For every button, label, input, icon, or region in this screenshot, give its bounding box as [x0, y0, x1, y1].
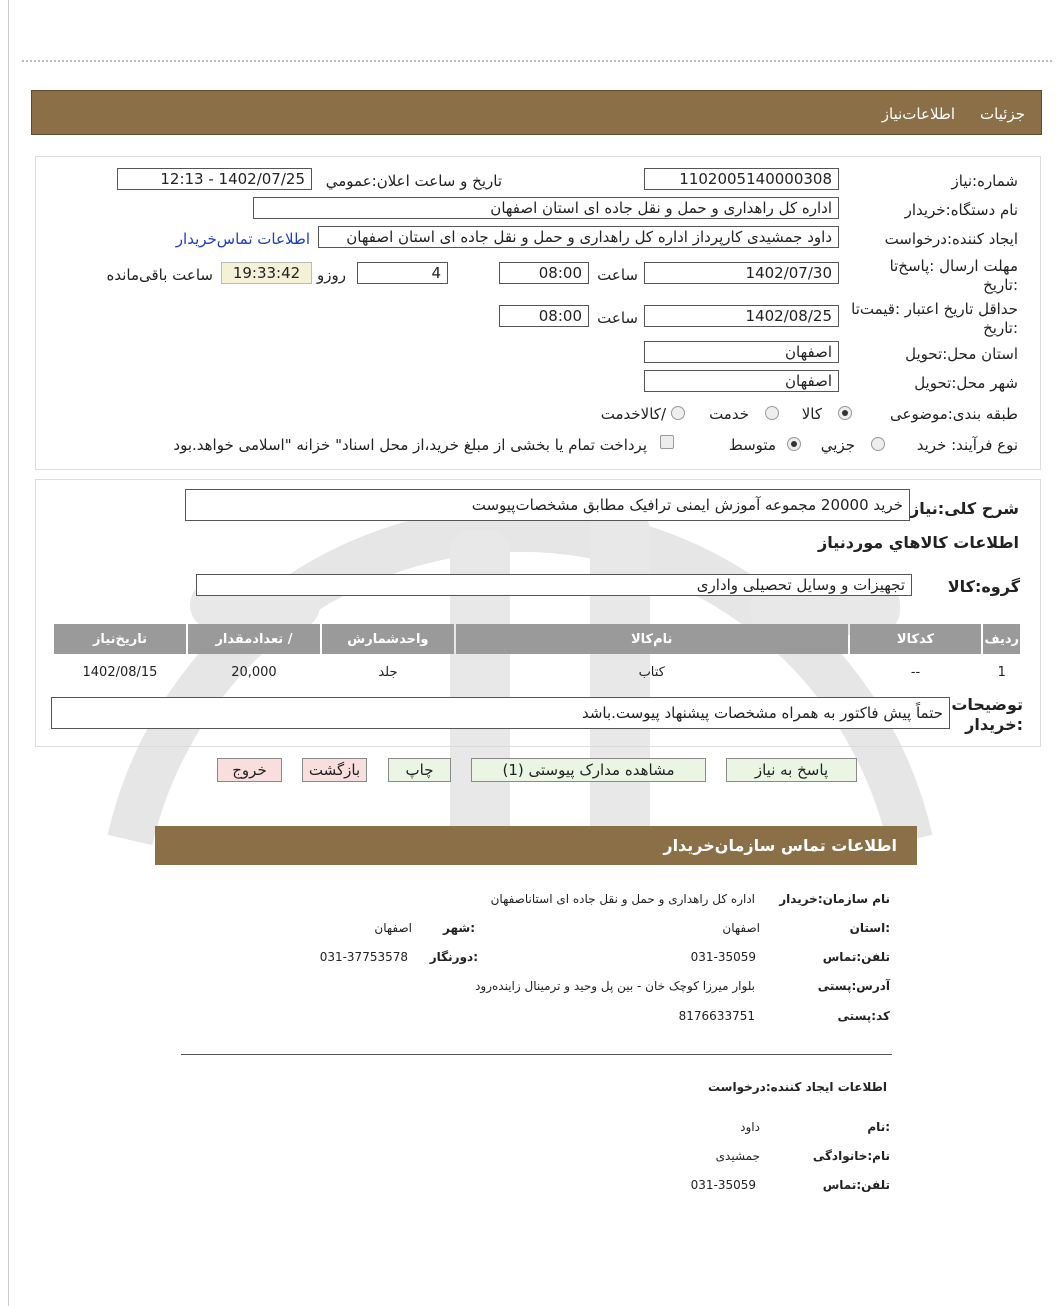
creator-phone-label: تلفن:تماس	[822, 1178, 890, 1192]
cell-date: 1402/08/15	[82, 664, 158, 680]
back-button[interactable]: بازگشت	[302, 758, 367, 782]
process-medium-radio[interactable]	[787, 437, 801, 451]
contact-city: اصفهان	[374, 921, 412, 935]
validity-time-label: ساعت	[597, 309, 638, 327]
contact-address: بلوار میرزا کوچک خان - بین پل وحید و ترمینال زاینده‌رود	[475, 979, 755, 993]
contact-title: اطلاعات تماس سازمان‌خریدار	[663, 836, 897, 855]
deadline-date-field: 1402/07/30	[644, 262, 839, 284]
contact-header-bar	[155, 826, 917, 865]
table-row	[54, 656, 1020, 688]
creator-field: داود جمشیدی کارپرداز اداره کل راهداری و حمل و نقل جاده ای استان اصفهان	[318, 226, 839, 248]
col-name: نام‌کالا	[456, 624, 848, 654]
cell-unit: جلد	[378, 664, 398, 680]
summary-field: خرید 20000 مجموعه آموزش ایمنی ترافیک مطابق مشخصات‌پیوست	[185, 489, 910, 521]
contact-province: اصفهان	[722, 921, 760, 935]
deadline-time-field: 08:00	[499, 262, 589, 284]
contact-phone-label: تلفن:تماس	[822, 950, 890, 964]
print-button[interactable]: چاپ	[388, 758, 451, 782]
city-field: اصفهان	[644, 370, 839, 392]
process-minor-radio[interactable]	[871, 437, 885, 451]
province-field: اصفهان	[644, 341, 839, 363]
need-number-label: شماره:نیاز	[951, 172, 1018, 190]
contact-postal: 8176633751	[678, 1009, 755, 1023]
creator-name-label: :نام	[867, 1120, 890, 1134]
category-goods-radio[interactable]	[838, 406, 852, 420]
treasury-payment-label: پرداخت تمام یا بخشی از مبلغ خرید،از محل اسناد" خزانه "اسلامی خواهد.بود	[173, 436, 647, 454]
creator-info-title: اطلاعات ایجاد کننده:درخواست	[707, 1080, 887, 1094]
day-and-label: روزو	[317, 266, 346, 284]
col-row: ردیف	[983, 624, 1020, 654]
category-service-radio[interactable]	[765, 406, 779, 420]
cell-name: کتاب	[638, 664, 665, 680]
cell-row: 1	[997, 664, 1006, 680]
creator-phone: 031-35059	[690, 1178, 756, 1192]
contact-postal-label: کد:پستی	[837, 1009, 890, 1023]
reply-button[interactable]: پاسخ به نیاز	[726, 758, 857, 782]
contact-fax-label: :دورنگار	[429, 950, 478, 964]
city-label: شهر محل:تحویل	[914, 374, 1018, 392]
col-qty: / تعدادمقدار	[188, 624, 320, 654]
buyer-notes-label-2: :خریدار	[965, 715, 1023, 734]
category-both-radio[interactable]	[671, 406, 685, 420]
category-label: طبقه بندی:موضوعی	[890, 405, 1018, 423]
contact-province-label: :استان	[849, 921, 890, 935]
tab-details[interactable]: جزئیات	[980, 105, 1025, 123]
creator-name: داود	[740, 1120, 760, 1134]
deadline-label: مهلت ارسال :پاسخ‌تا	[889, 257, 1018, 275]
contact-city-label: :شهر	[443, 921, 475, 935]
contact-buyer-link[interactable]: اطلاعات تماس‌خریدار	[175, 230, 310, 248]
process-label: نوع فرآیند: خرید	[916, 436, 1018, 454]
announce-label: تاریخ و ساعت اعلان:عمومي	[325, 172, 502, 190]
header-bar	[31, 90, 1042, 135]
page-border	[8, 0, 9, 1306]
creator-family: جمشیدی	[715, 1149, 760, 1163]
contact-phone: 031-35059	[690, 950, 756, 964]
col-unit: واحدشمارش	[322, 624, 454, 654]
creator-family-label: نام:خانوادگی	[812, 1149, 890, 1163]
category-service-label: خدمت	[709, 405, 749, 423]
treasury-payment-checkbox[interactable]	[660, 435, 674, 449]
validity-time-field: 08:00	[499, 305, 589, 327]
contact-fax: 031-37753578	[319, 950, 408, 964]
exit-button[interactable]: خروج	[217, 758, 282, 782]
goods-info-title: اطلاعات کالاهاي موردنیاز	[818, 533, 1019, 552]
col-code: کدکالا	[850, 624, 982, 654]
remaining-time-field: 19:33:42	[221, 262, 312, 284]
top-divider	[22, 60, 1052, 62]
province-label: استان محل:تحویل	[905, 345, 1018, 363]
cell-code: --	[910, 664, 921, 680]
goods-group-label: گروه:کالا	[947, 577, 1020, 596]
need-number-field: 1102005140000308	[644, 168, 839, 190]
deadline-label-2: :تاریخ	[983, 276, 1018, 294]
goods-group-field: تجهیزات و وسایل تحصیلی واداری	[196, 574, 912, 596]
contact-address-label: آدرس:پستی	[817, 979, 890, 993]
contact-org: اداره کل راهداری و حمل و نقل جاده ای استاناصفهان	[490, 892, 755, 906]
table-header-row	[54, 624, 1020, 654]
validity-label: حداقل تاریخ اعتبار :قیمت‌تا	[851, 300, 1018, 318]
deadline-time-label: ساعت	[597, 266, 638, 284]
announce-field: 12:13 - 1402/07/25	[117, 168, 312, 190]
col-date: تاریخ‌نیاز	[54, 624, 186, 654]
category-goods-label: کالا	[801, 405, 822, 423]
contact-org-label: نام سازمان:خریدار	[779, 892, 890, 906]
days-left-field: 4	[357, 262, 448, 284]
remaining-label: ساعت باقی‌مانده	[106, 266, 213, 284]
process-medium-label: متوسط	[728, 436, 776, 454]
validity-label-2: :تاریخ	[983, 319, 1018, 337]
attachments-button[interactable]: مشاهده مدارک پیوستی (1)	[471, 758, 706, 782]
creator-label: ایجاد کننده:درخواست	[884, 230, 1018, 248]
validity-date-field: 1402/08/25	[644, 305, 839, 327]
summary-label: شرح کلی:نیاز	[910, 499, 1019, 518]
process-minor-label: جزيي	[820, 436, 855, 454]
category-both-label: /کالاخدمت	[600, 405, 666, 423]
buyer-notes-field: حتماً پیش فاکتور به همراه مشخصات پیشنهاد پیوست.باشد	[51, 697, 950, 729]
buyer-org-label: نام دستگاه:خریدار	[904, 201, 1018, 219]
tab-need-info[interactable]: اطلاعات‌نیاز	[881, 105, 955, 123]
buyer-notes-label: توضیحات	[951, 695, 1023, 714]
goods-table	[52, 622, 1022, 690]
cell-qty: 20,000	[231, 664, 277, 680]
buyer-org-field: اداره کل راهداری و حمل و نقل جاده ای استان اصفهان	[253, 197, 839, 219]
contact-divider	[181, 1054, 892, 1055]
